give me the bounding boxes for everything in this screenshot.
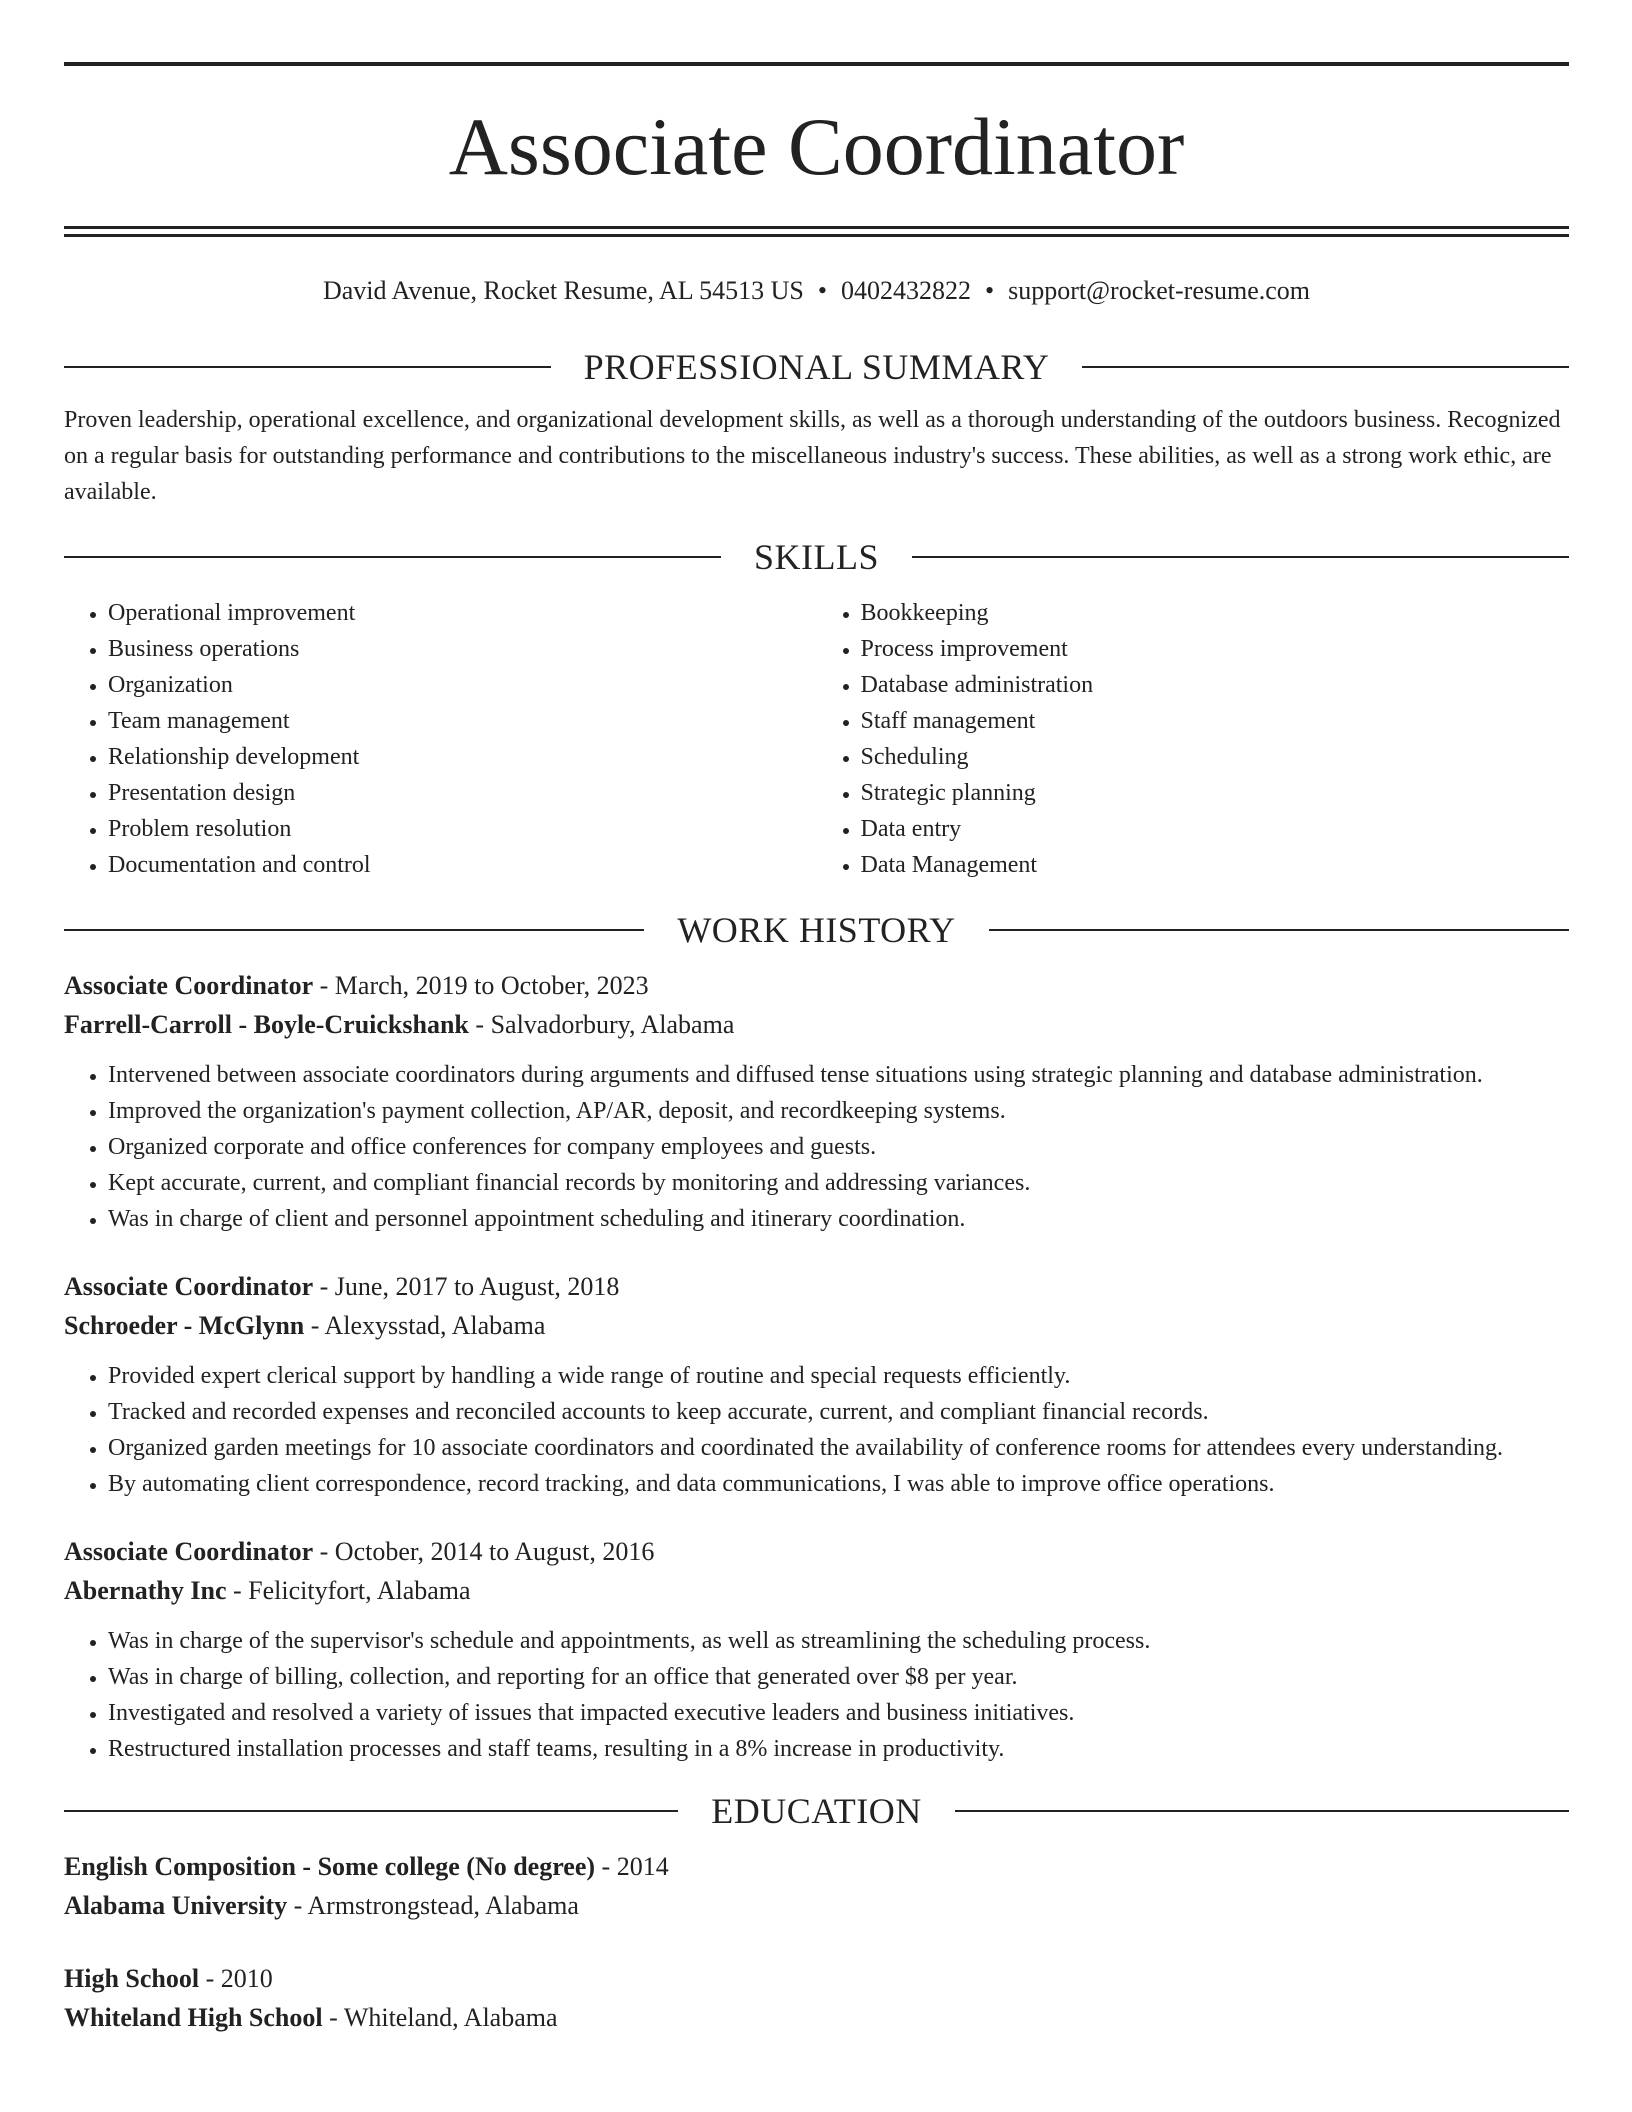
education-school-line [64, 1998, 1569, 2037]
skill-item: • Data Management [861, 847, 1570, 883]
job-company-line [64, 1571, 1569, 1610]
resume-title: Associate Coordinator [448, 101, 1185, 192]
education-school: Whiteland High School [64, 2003, 323, 2032]
job-bullet: • Was in charge of billing, collection, and reporting for an office that generated over $8 per year. [108, 1659, 1569, 1695]
job-role: Associate Coordinator [64, 971, 314, 1000]
section-heading-work [64, 908, 1569, 952]
job-bullet: • Was in charge of the supervisor's schedule and appointments, as well as streamlining the scheduling process. [108, 1623, 1569, 1659]
contact-phone: 0402432822 [841, 276, 971, 305]
heading-rule-left [64, 1810, 678, 1812]
skill-item: • Relationship development [108, 739, 817, 775]
work-history-list [64, 966, 1569, 1767]
job-entry [64, 1532, 1569, 1767]
heading-rule-right [955, 1810, 1569, 1812]
education-school: Alabama University [64, 1891, 288, 1920]
skill-item: • Organization [108, 667, 817, 703]
education-school-line [64, 1886, 1569, 1925]
education-list [64, 1847, 1569, 2037]
job-role-line [64, 1267, 1569, 1306]
job-entry [64, 1267, 1569, 1502]
skills-list-left [64, 595, 817, 883]
job-role: Associate Coordinator [64, 1272, 314, 1301]
job-bullets [64, 1057, 1569, 1237]
job-company: Abernathy Inc [64, 1576, 227, 1605]
heading-rule-left [64, 556, 721, 558]
education-year: - 2014 [595, 1852, 669, 1881]
job-bullet: • Improved the organization's payment collection, AP/AR, deposit, and recordkeeping systems. [108, 1093, 1569, 1129]
skill-item: • Data entry [861, 811, 1570, 847]
skill-item: • Bookkeeping [861, 595, 1570, 631]
education-degree-line [64, 1847, 1569, 1886]
job-bullet: • Provided expert clerical support by handling a wide range of routine and special requests efficiently. [108, 1358, 1569, 1394]
skill-item: • Documentation and control [108, 847, 817, 883]
job-location: - Felicityfort, Alabama [226, 1576, 471, 1605]
education-degree-line [64, 1959, 1569, 1998]
education-location: - Whiteland, Alabama [322, 2003, 558, 2032]
skill-item: • Database administration [861, 667, 1570, 703]
section-heading-skills [64, 535, 1569, 579]
job-role: Associate Coordinator [64, 1537, 314, 1566]
section-heading-education [64, 1789, 1569, 1833]
skill-item: • Presentation design [108, 775, 817, 811]
education-location: - Armstrongstead, Alabama [287, 1891, 579, 1920]
contact-address: David Avenue, Rocket Resume, AL 54513 US [322, 276, 804, 305]
heading-rule-left [64, 366, 551, 368]
job-bullet: • By automating client correspondence, record tracking, and data communications, I was able to improve office operations. [108, 1466, 1569, 1502]
skill-item: • Team management [108, 703, 817, 739]
job-bullet: • Tracked and recorded expenses and reconciled accounts to keep accurate, current, and compliant financial records. [108, 1394, 1569, 1430]
heading-rule-right [989, 929, 1569, 931]
job-company: Schroeder - McGlynn [64, 1311, 305, 1340]
job-company: Farrell-Carroll - Boyle-Cruickshank [64, 1010, 469, 1039]
contact-separator: • [985, 276, 995, 305]
job-bullets [64, 1623, 1569, 1767]
skills-list-right [817, 595, 1570, 883]
job-bullet: • Restructured installation processes and staff teams, resulting in a 8% increase in productivity. [108, 1731, 1569, 1767]
skill-item: • Process improvement [861, 631, 1570, 667]
title-double-rule [64, 226, 1569, 237]
section-title-work: WORK HISTORY [677, 910, 956, 950]
job-bullet: • Investigated and resolved a variety of issues that impacted executive leaders and business initiatives. [108, 1695, 1569, 1731]
summary-paragraph: Proven leadership, operational excellence, and organizational development skills, as well as a thorough understanding of the outdoors business. Recognized on a regular basis for outstanding performance and contributions to the miscellaneous industry's success. These abilities, as well as a strong work ethic, are available. [64, 407, 1561, 505]
job-role-line [64, 966, 1569, 1005]
heading-rule-right [1082, 366, 1569, 368]
job-bullet: • Organized corporate and office conferences for company employees and guests. [108, 1129, 1569, 1165]
contact-email: support@rocket-resume.com [1008, 276, 1311, 305]
section-heading-summary [64, 345, 1569, 389]
job-bullet: • Was in charge of client and personnel appointment scheduling and itinerary coordination. [108, 1201, 1569, 1237]
job-entry [64, 966, 1569, 1237]
top-rule [64, 62, 1569, 66]
job-location: - Salvadorbury, Alabama [468, 1010, 735, 1039]
skill-item: • Staff management [861, 703, 1570, 739]
education-entry [64, 1847, 1569, 1925]
heading-rule-right [912, 556, 1569, 558]
job-bullet: • Intervened between associate coordinators during arguments and diffused tense situations using strategic planning and database administration. [108, 1057, 1569, 1093]
skill-item: • Operational improvement [108, 595, 817, 631]
job-dates: - October, 2014 to August, 2016 [313, 1537, 655, 1566]
skill-item: • Business operations [108, 631, 817, 667]
job-bullets [64, 1358, 1569, 1502]
education-entry [64, 1959, 1569, 2037]
heading-rule-left [64, 929, 644, 931]
job-bullet: • Kept accurate, current, and compliant financial records by monitoring and addressing variances. [108, 1165, 1569, 1201]
job-bullet: • Organized garden meetings for 10 associate coordinators and coordinated the availability of conference rooms for attendees every understanding. [108, 1430, 1569, 1466]
job-location: - Alexysstad, Alabama [304, 1311, 546, 1340]
skills-columns [64, 595, 1569, 883]
job-dates: - March, 2019 to October, 2023 [313, 971, 649, 1000]
job-company-line [64, 1005, 1569, 1044]
section-title-summary: PROFESSIONAL SUMMARY [583, 347, 1050, 387]
skill-item: • Scheduling [861, 739, 1570, 775]
contact-separator: • [817, 276, 827, 305]
job-role-line [64, 1532, 1569, 1571]
section-title-education: EDUCATION [711, 1791, 922, 1831]
skill-item: • Strategic planning [861, 775, 1570, 811]
education-degree: High School [64, 1964, 200, 1993]
job-company-line [64, 1306, 1569, 1345]
education-degree: English Composition - Some college (No degree) [64, 1852, 596, 1881]
section-title-skills: SKILLS [754, 537, 880, 577]
job-dates: - June, 2017 to August, 2018 [313, 1272, 620, 1301]
contact-line [64, 275, 1569, 307]
education-year: - 2010 [199, 1964, 273, 1993]
skill-item: • Problem resolution [108, 811, 817, 847]
